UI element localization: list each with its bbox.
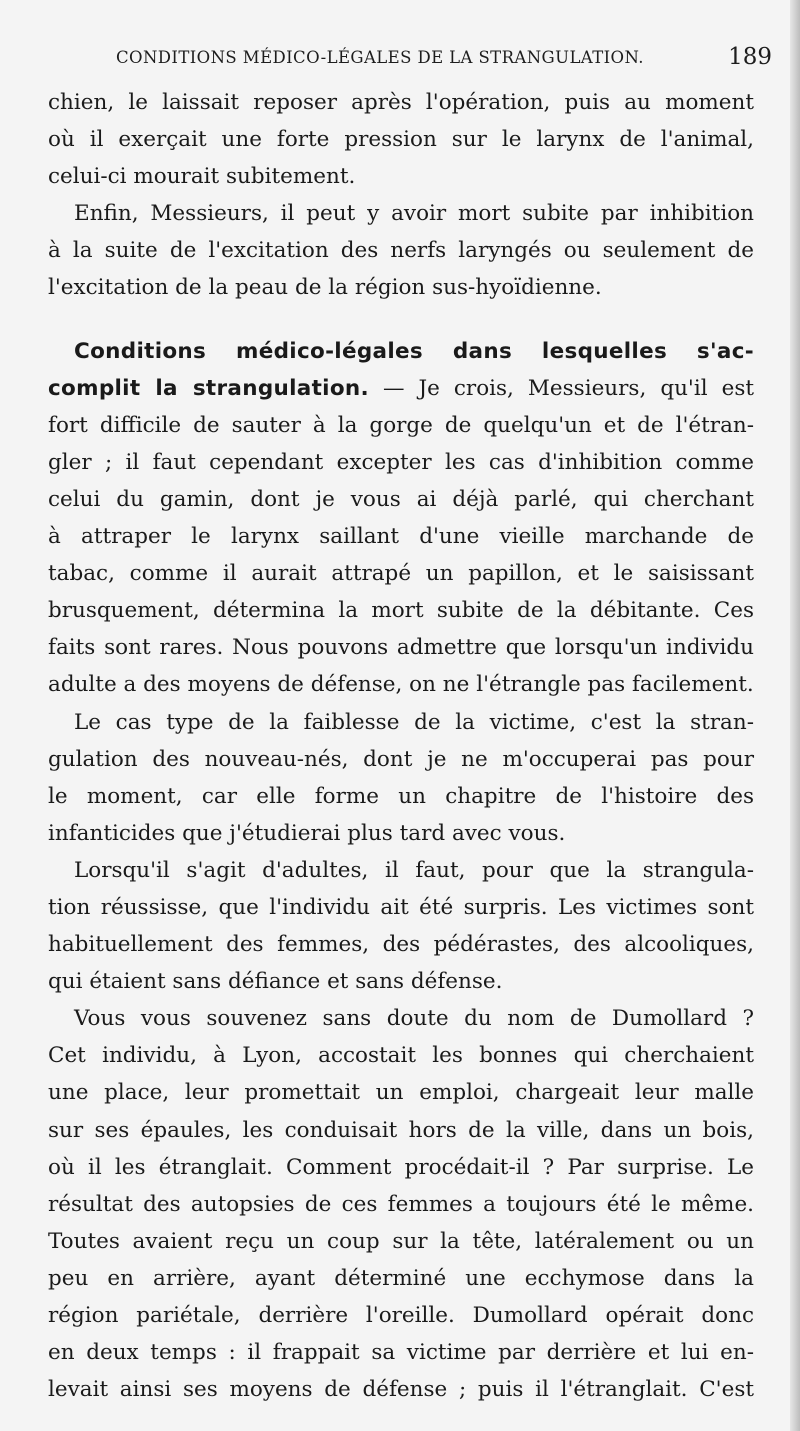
- text-line: adulte a des moyens de défense, on ne l'étrangle pas facilement.: [48, 672, 754, 698]
- paragraph: [48, 84, 754, 195]
- text-line: celui du gamin, dont je vous ai déjà parlé, qui cherchant: [48, 486, 754, 512]
- text-line: celui-ci mourait subitement.: [48, 164, 356, 190]
- page-number: 189: [728, 44, 772, 70]
- text-line: gler ; il faut cependant excepter les cas d'inhibition comme: [48, 449, 754, 475]
- text-line: une place, leur promettait un emploi, chargeait leur malle: [48, 1080, 754, 1106]
- section-heading-continuation: complit la strangulation.: [48, 375, 369, 401]
- text-line: Toutes avaient reçu un coup sur la tête, latéralement ou un: [48, 1228, 754, 1254]
- text-line: tion réussisse, que l'individu ait été surpris. Les victimes sont: [48, 894, 754, 920]
- text-line: [48, 370, 754, 407]
- text-line: l'excitation de la peau de la région sus-hyoïdienne.: [48, 275, 602, 301]
- paragraph: [48, 704, 754, 852]
- text-line: peu en arrière, ayant déterminé une ecchymose dans la: [48, 1265, 754, 1291]
- text-line: en deux temps : il frappait sa victime par derrière et lui en-: [48, 1340, 754, 1366]
- text-line: brusquement, détermina la mort subite de la débitante. Ces: [48, 598, 754, 624]
- section-gap: [48, 307, 754, 333]
- text-line: région pariétale, derrière l'oreille. Dumollard opérait donc: [48, 1303, 754, 1328]
- text-line: résultat des autopsies de ces femmes a toujours été le même.: [48, 1191, 754, 1217]
- text-line: fort difficile de sauter à la gorge de quelqu'un et de l'étran-: [48, 412, 754, 438]
- text-line: où il exerçait une forte pression sur le larynx de l'animal,: [48, 127, 754, 153]
- text-line: le moment, car elle forme un chapitre de l'histoire des: [48, 783, 754, 809]
- text-line: sur ses épaules, les conduisait hors de la ville, dans un bois,: [48, 1117, 754, 1143]
- text-line: Enfin, Messieurs, il peut y avoir mort subite par inhibition: [74, 201, 754, 227]
- text-line: Vous vous souvenez sans doute du nom de Dumollard ?: [74, 1006, 754, 1032]
- text-line: infanticides que j'étudierai plus tard avec vous.: [48, 820, 566, 846]
- page-edge-shadow: [790, 0, 800, 1431]
- running-header: [116, 46, 776, 76]
- section-heading: Conditions médico-légales dans lesquelles s'ac-: [74, 338, 754, 364]
- paragraph: [48, 195, 754, 306]
- text-line: tabac, comme il aurait attrapé un papillon, et le saisissant: [48, 561, 754, 587]
- running-title: CONDITIONS MÉDICO-LÉGALES DE LA STRANGULATION.: [116, 48, 644, 67]
- body-text: [48, 84, 754, 1408]
- text-line: faits sont rares. Nous pouvons admettre que lorsqu'un individu: [48, 635, 754, 661]
- text-line: Le cas type de la faiblesse de la victime, c'est la stran-: [74, 709, 754, 735]
- text-line: à attraper le larynx saillant d'une vieille marchande de: [48, 524, 754, 550]
- text-run: — Je crois, Messieurs, qu'il est: [369, 375, 754, 401]
- text-line: Lorsqu'il s'agit d'adultes, il faut, pour que la strangula-: [74, 857, 754, 883]
- paragraph: [48, 333, 754, 704]
- text-line: à la suite de l'excitation des nerfs laryngés ou seulement de: [48, 238, 754, 264]
- text-line: où il les étranglait. Comment procédait-il ? Par surprise. Le: [48, 1154, 754, 1180]
- text-line: Cet individu, à Lyon, accostait les bonnes qui cherchaient: [48, 1043, 754, 1069]
- text-line: habituellement des femmes, des pédérastes, des alcooliques,: [48, 932, 754, 958]
- text-line: qui étaient sans défiance et sans défense.: [48, 969, 503, 995]
- text-line: gulation des nouveau-nés, dont je ne m'occuperai pas pour: [48, 746, 754, 772]
- text-line: levait ainsi ses moyens de défense ; puis il l'étranglait. C'est: [48, 1377, 754, 1403]
- paragraph: [48, 1000, 754, 1408]
- text-line: chien, le laissait reposer après l'opération, puis au moment: [48, 90, 754, 115]
- paragraph: [48, 852, 754, 1000]
